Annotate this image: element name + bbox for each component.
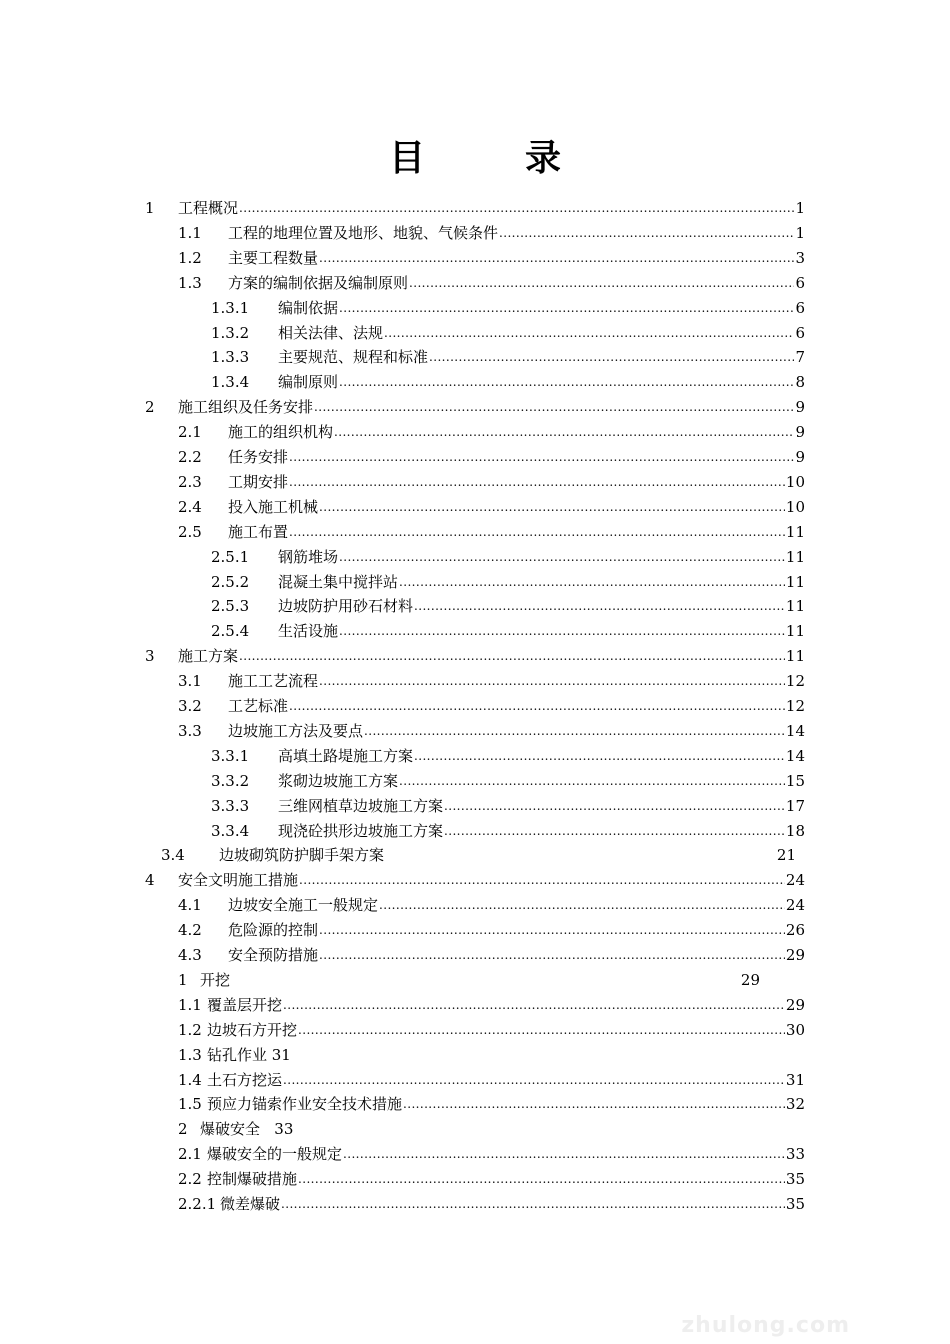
toc-entry-number: 4.2 xyxy=(178,921,202,940)
toc-dot-leader xyxy=(319,668,785,693)
toc-entry-number: 1.2 xyxy=(178,248,202,267)
toc-entry[interactable] xyxy=(145,868,805,892)
toc-dot-leader xyxy=(364,718,785,743)
toc-entry-number: 2 xyxy=(178,1120,188,1139)
toc-entry-page: 3 xyxy=(795,248,805,267)
toc-entry-title: 工艺标准 xyxy=(228,697,289,715)
toc-entry[interactable] xyxy=(178,445,805,469)
toc-entry-number: 1.3 xyxy=(178,273,202,292)
toc-dot-leader xyxy=(283,992,785,1017)
toc-entry[interactable] xyxy=(178,968,760,992)
toc-dot-leader xyxy=(429,344,794,369)
toc-entry-title: 编制原则 xyxy=(278,373,339,392)
toc-entry-page: 30 xyxy=(785,1020,805,1039)
toc-dot-leader xyxy=(444,818,785,843)
toc-dot-leader xyxy=(384,320,794,345)
toc-entry-page: 35 xyxy=(785,1170,805,1189)
toc-entry-page: 6 xyxy=(795,323,805,342)
toc-entry[interactable] xyxy=(211,619,805,643)
toc-entry-number: 1.1 xyxy=(178,223,202,242)
toc-entry-page: 26 xyxy=(785,921,805,940)
toc-entry[interactable] xyxy=(211,370,805,394)
toc-entry[interactable] xyxy=(178,1117,805,1141)
toc-entry-title: 土石方挖运 xyxy=(207,1070,283,1089)
toc-entry-number: 1.3.3 xyxy=(211,348,250,367)
toc-entry[interactable] xyxy=(178,1167,805,1191)
toc-dot-leader xyxy=(339,618,785,643)
toc-entry-page: 6 xyxy=(795,298,805,317)
toc-entry-number: 1.5 xyxy=(178,1095,202,1114)
toc-dot-leader xyxy=(414,593,785,618)
toc-entry[interactable] xyxy=(178,1018,805,1042)
toc-dot-leader xyxy=(339,544,785,569)
toc-dot-leader xyxy=(314,394,794,419)
toc-entry[interactable] xyxy=(178,918,805,942)
toc-entry[interactable] xyxy=(178,1142,805,1166)
toc-entry-number: 1.2 xyxy=(178,1020,202,1039)
toc-entry-page: 35 xyxy=(785,1195,805,1213)
toc-entry-number: 1.1 xyxy=(178,995,202,1014)
toc-entry-page: 12 xyxy=(785,672,805,691)
toc-entry-number: 3.3.3 xyxy=(211,796,250,815)
title-char-2: 录 xyxy=(525,137,562,179)
toc-dot-leader xyxy=(399,569,785,594)
toc-entry[interactable] xyxy=(211,345,805,369)
toc-dot-leader xyxy=(409,270,794,295)
toc-dot-leader xyxy=(379,892,785,917)
toc-entry-page: 14 xyxy=(785,721,805,740)
toc-entry-number: 3.1 xyxy=(178,672,202,691)
toc-entry-page: 1 xyxy=(795,199,805,217)
toc-entry-number: 4.3 xyxy=(178,946,202,964)
toc-entry[interactable] xyxy=(178,1043,805,1067)
toc-entry-number: 2.3 xyxy=(178,472,202,491)
toc-entry[interactable] xyxy=(178,694,805,718)
toc-entry-title: 覆盖层开挖 xyxy=(207,995,283,1014)
toc-entry-title: 施工的组织机构 xyxy=(228,423,334,442)
toc-dot-leader xyxy=(289,469,785,494)
toc-entry[interactable] xyxy=(178,669,805,693)
toc-entry-number: 1.3 xyxy=(178,1045,202,1064)
toc-entry[interactable] xyxy=(211,744,805,768)
toc-entry-page: 32 xyxy=(785,1095,805,1114)
toc-dot-leader xyxy=(403,1091,785,1116)
toc-entry-page: 7 xyxy=(795,348,805,367)
toc-dot-leader xyxy=(319,942,785,967)
toc-entry-title: 施工布置 xyxy=(228,522,289,541)
toc-entry-number: 1.3.1 xyxy=(211,298,250,317)
toc-entry-number: 1 xyxy=(145,199,155,217)
toc-entry-title: 工期安排 xyxy=(228,472,289,491)
toc-entry-title: 工程的地理位置及地形、地貌、气候条件 xyxy=(228,223,499,242)
toc-entry-title: 现浇砼拱形边坡施工方案 xyxy=(278,821,444,840)
toc-entry-title: 边坡施工方法及要点 xyxy=(228,721,364,740)
toc-dot-leader xyxy=(281,1191,785,1216)
toc-entry-number: 2.2.1 xyxy=(178,1195,217,1213)
toc-entry[interactable] xyxy=(178,1192,805,1216)
toc-entry[interactable] xyxy=(145,196,805,220)
toc-entry-title: 编制依据 xyxy=(278,298,339,317)
toc-entry-title: 施工工艺流程 xyxy=(228,672,319,691)
toc-entry[interactable] xyxy=(178,893,805,917)
toc-entry[interactable] xyxy=(211,570,805,594)
toc-entry[interactable] xyxy=(178,943,805,967)
toc-entry-title: 相关法律、法规 xyxy=(278,323,384,342)
toc-entry[interactable] xyxy=(211,794,805,818)
toc-entry-number: 4 xyxy=(145,871,155,890)
toc-dot-leader xyxy=(289,444,794,469)
toc-entry[interactable] xyxy=(211,296,805,320)
toc-entry-page: 11 xyxy=(785,522,805,541)
toc-entry-page: 12 xyxy=(785,697,805,715)
toc-entry-page: 10 xyxy=(785,472,805,491)
page-title xyxy=(0,130,950,181)
toc-entry-title: 浆砌边坡施工方案 xyxy=(278,771,399,790)
toc-entry-title: 工程概况 xyxy=(178,199,239,217)
toc-entry-number: 1.3.4 xyxy=(211,373,250,392)
toc-entry[interactable] xyxy=(211,321,805,345)
toc-entry-page: 9 xyxy=(795,398,805,417)
toc-entry-title: 方案的编制依据及编制原则 xyxy=(228,273,409,292)
toc-entry-title: 主要工程数量 xyxy=(228,248,319,267)
toc-dot-leader xyxy=(319,494,785,519)
toc-entry-title: 微差爆破 xyxy=(220,1195,281,1213)
toc-entry-number: 3.3.1 xyxy=(211,746,250,765)
toc-entry-page: 24 xyxy=(785,871,805,890)
toc-entry[interactable] xyxy=(211,594,805,618)
toc-dot-leader xyxy=(298,1017,785,1042)
toc-entry-title: 高填土路堤施工方案 xyxy=(278,746,414,765)
toc-entry-page: 15 xyxy=(785,771,805,790)
toc-entry-page: 21 xyxy=(776,846,796,865)
toc-entry-title: 投入施工机械 xyxy=(228,497,319,516)
toc-entry-page: 17 xyxy=(785,796,805,815)
toc-dot-leader xyxy=(319,245,794,270)
toc-entry-title: 钢筋堆场 xyxy=(278,547,339,566)
toc-entry-number: 3.3 xyxy=(178,721,202,740)
toc-entry[interactable] xyxy=(178,719,805,743)
toc-entry-title: 爆破安全 33 xyxy=(200,1120,294,1139)
toc-entry-title: 危险源的控制 xyxy=(228,921,319,940)
toc-dot-leader xyxy=(289,693,785,718)
toc-entry-page: 9 xyxy=(795,423,805,442)
toc-entry-title: 生活设施 xyxy=(278,622,339,641)
toc-entry-page: 11 xyxy=(785,597,805,616)
toc-entry-title: 开挖 xyxy=(200,970,231,989)
toc-dot-leader xyxy=(283,1067,785,1092)
toc-entry-title: 边坡安全施工一般规定 xyxy=(228,896,379,915)
toc-entry-page: 18 xyxy=(785,821,805,840)
toc-entry-title: 安全预防措施 xyxy=(228,946,319,964)
toc-entry[interactable] xyxy=(178,1092,805,1116)
toc-dot-leader xyxy=(239,195,794,220)
toc-entry[interactable] xyxy=(178,246,805,270)
toc-entry-page: 11 xyxy=(785,647,805,666)
toc-entry-number: 2.5.2 xyxy=(211,572,250,591)
toc-entry-title: 安全文明施工措施 xyxy=(178,871,299,890)
toc-entry-page: 14 xyxy=(785,746,805,765)
toc-dot-leader xyxy=(339,369,794,394)
toc-entry-number: 3 xyxy=(145,647,155,666)
toc-entry-number: 2.2 xyxy=(178,1170,202,1189)
toc-entry-page: 9 xyxy=(795,448,805,466)
toc-dot-leader xyxy=(343,1141,785,1166)
toc-dot-leader xyxy=(339,295,794,320)
toc-entry-title: 三维网植草边坡施工方案 xyxy=(278,796,444,815)
toc-entry-title: 施工方案 xyxy=(178,647,239,666)
toc-entry-page: 1 xyxy=(795,223,805,242)
toc-entry-page: 29 xyxy=(785,946,805,964)
toc-entry-title: 边坡石方开挖 xyxy=(207,1020,298,1039)
toc-dot-leader xyxy=(319,917,785,942)
toc-dot-leader xyxy=(444,793,785,818)
toc-entry[interactable] xyxy=(161,843,796,867)
toc-entry-title: 任务安排 xyxy=(228,448,289,466)
toc-entry-number: 2.4 xyxy=(178,497,202,516)
toc-entry-page: 29 xyxy=(785,995,805,1014)
toc-entry-page: 11 xyxy=(785,547,805,566)
toc-entry-page: 6 xyxy=(795,273,805,292)
watermark: zhulong.com xyxy=(681,1313,850,1338)
toc-entry-number: 4.1 xyxy=(178,896,202,915)
toc-entry-title: 施工组织及任务安排 xyxy=(178,398,314,417)
toc-dot-leader xyxy=(414,743,785,768)
toc-entry-number: 2.5.3 xyxy=(211,597,250,616)
toc-entry-number: 1.4 xyxy=(178,1070,202,1089)
toc-entry-number: 3.4 xyxy=(161,846,185,865)
toc-entry[interactable] xyxy=(145,644,805,668)
toc-entry-number: 1.3.2 xyxy=(211,323,250,342)
toc-entry-number: 3.2 xyxy=(178,697,202,715)
toc-entry-page: 8 xyxy=(795,373,805,392)
toc-dot-leader xyxy=(298,1166,785,1191)
toc-dot-leader xyxy=(334,419,794,444)
toc-entry[interactable] xyxy=(211,545,805,569)
toc-entry-page: 10 xyxy=(785,497,805,516)
toc-dot-leader xyxy=(499,220,794,245)
toc-entry-number: 2.5 xyxy=(178,522,202,541)
toc-entry-page: 24 xyxy=(785,896,805,915)
toc-entry-number: 1 xyxy=(178,970,188,989)
toc-entry-number: 2.2 xyxy=(178,448,202,466)
toc-entry[interactable] xyxy=(211,769,805,793)
toc-entry-title: 控制爆破措施 xyxy=(207,1170,298,1189)
toc-entry[interactable] xyxy=(178,420,805,444)
toc-entry-title: 预应力锚索作业安全技术措施 xyxy=(207,1095,403,1114)
toc-entry[interactable] xyxy=(178,495,805,519)
toc-dot-leader xyxy=(239,643,785,668)
toc-entry-number: 2.1 xyxy=(178,1145,202,1164)
toc-entry-number: 2.5.1 xyxy=(211,547,250,566)
toc-entry-title: 主要规范、规程和标准 xyxy=(278,348,429,367)
toc-entry[interactable] xyxy=(178,271,805,295)
toc-entry-number: 2.1 xyxy=(178,423,202,442)
toc-entry-page: 33 xyxy=(785,1145,805,1164)
toc-entry-title: 混凝土集中搅拌站 xyxy=(278,572,399,591)
toc-entry-title: 边坡防护用砂石材料 xyxy=(278,597,414,616)
toc-entry[interactable] xyxy=(178,470,805,494)
toc-entry[interactable] xyxy=(178,993,805,1017)
toc-entry-number: 2.5.4 xyxy=(211,622,250,641)
toc-entry[interactable] xyxy=(211,819,805,843)
toc-dot-leader xyxy=(399,768,785,793)
toc-entry[interactable] xyxy=(178,520,805,544)
toc-entry-number: 2 xyxy=(145,398,155,417)
toc-entry-title: 边坡砌筑防护脚手架方案 xyxy=(219,846,385,865)
toc-entry[interactable] xyxy=(178,221,805,245)
title-char-1: 目 xyxy=(388,137,425,179)
toc-entry-number: 3.3.4 xyxy=(211,821,250,840)
toc-entry[interactable] xyxy=(178,1068,805,1092)
toc-entry-title: 爆破安全的一般规定 xyxy=(207,1145,343,1164)
toc-entry-page: 11 xyxy=(785,572,805,591)
toc-entry-title: 钻孔作业 31 xyxy=(207,1045,291,1064)
toc-entry[interactable] xyxy=(145,395,805,419)
toc-dot-leader xyxy=(289,519,785,544)
toc-entry-page: 11 xyxy=(785,622,805,641)
toc-entry-page: 29 xyxy=(740,970,760,989)
toc-entry-page: 31 xyxy=(785,1070,805,1089)
toc-entry-number: 3.3.2 xyxy=(211,771,250,790)
toc-dot-leader xyxy=(299,867,785,892)
